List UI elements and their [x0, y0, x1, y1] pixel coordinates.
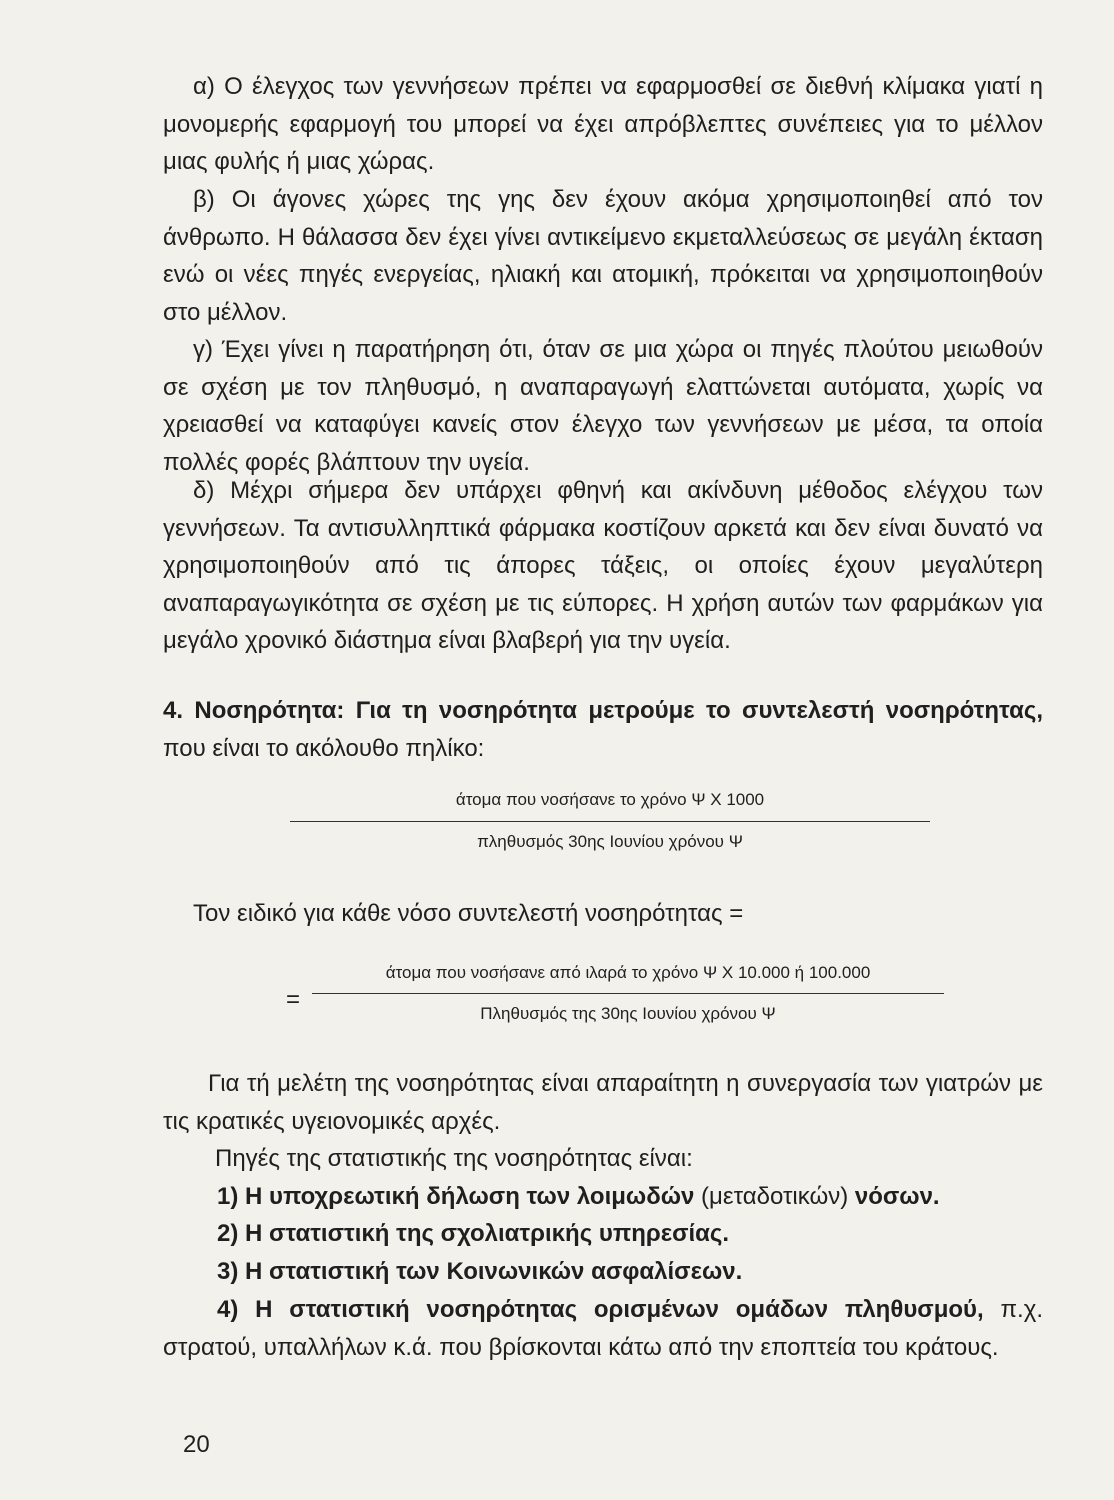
section-4-text: που είναι το ακόλουθο πηλίκο:: [163, 734, 485, 762]
formula-2-denominator: Πληθυσμός της 30ης Ιουνίου χρόνου Ψ: [480, 1004, 776, 1023]
source-item-4: 4) Η στατιστική νοσηρότητας ορισμένων ομάδων πληθυσμού, π.χ. στρατού, υπαλλήλων κ.ά. που βρίσκονται κάτω από την εποπτεία του κράτους.: [163, 1296, 1043, 1361]
source-item-3: 3) Η στατιστική των Κοινωνικών ασφαλίσεων.: [217, 1258, 743, 1285]
paragraph-delta: δ) Μέχρι σήμερα δεν υπάρχει φθηνή και ακίνδυνη μέθοδος ελέγχου των γεννήσεων. Τα αντισυλληπτικά φάρμακα κοστίζουν αρκετά και δεν είναι δυνατό να χρησιμοποιηθούν από τις άπορες τάξεις, οι οποίες έχουν μεγαλύτερη αναπαραγωγικότητα σε σχέση με τις εύπορες. Η χρήση αυτών των φαρμάκων για μεγάλο χρονικό διάστημα είναι βλαβερή για την υγεία.: [163, 477, 1043, 655]
paragraph-beta: β) Οι άγονες χώρες της γης δεν έχουν ακόμα χρησιμοποιηθεί από τον άνθρωπο. Η θάλασσα δεν έχει γίνει αντικείμενο εκμεταλλεύσεως σε μεγάλη έκταση ενώ οι νέες πηγές ενεργείας, ηλιακή και ατομική, πρόκειται να χρησιμοποιηθούν στο μέλλον.: [163, 186, 1043, 326]
paragraph-alpha: α) Ο έλεγχος των γεννήσεων πρέπει να εφαρμοσθεί σε διεθνή κλίμακα γιατί η μονομερής εφαρμογή του μπορεί να έχει απρόβλεπτες συνέπειες για το μέλλον μιας φυλής ή μιας χώρας.: [163, 73, 1043, 176]
study-cooperation-text: Για τή μελέτη της νοσηρότητας είναι απαραίτητη η συνεργασία των γιατρών με τις κρατικές υγειονομικές αρχές.: [163, 1070, 1043, 1135]
formula-1-numerator: άτομα που νοσήσανε το χρόνο Ψ Χ 1000: [455, 790, 765, 809]
section-4-morbidity: [163, 692, 1043, 767]
page-number: 20: [183, 1431, 210, 1458]
source-item-1: 1) Η υποχρεωτική δήλωση των λοιμωδών (μεταδοτικών) νόσων.: [217, 1183, 940, 1210]
source-item-2: 2) Η στατιστική της σχολιατρικής υπηρεσίας.: [217, 1220, 730, 1247]
formula-1-fraction-line: [290, 821, 930, 822]
formula-1-denominator: πληθυσμός 30ης Ιουνίου χρόνου Ψ: [477, 832, 743, 851]
specific-coefficient-intro: Τον ειδικό για κάθε νόσο συντελεστή νοσηρότητας =: [193, 900, 744, 927]
sources-intro: Πηγές της στατιστικής της νοσηρότητας είναι:: [215, 1145, 693, 1172]
formula-2-equals: =: [286, 986, 301, 1013]
section-4-heading: 4. Νοσηρότητα: Για τη νοσηρότητα μετρούμε το συντελεστή νοσηρότητας,: [163, 697, 1043, 724]
paragraph-gamma: γ) Έχει γίνει η παρατήρηση ότι, όταν σε μια χώρα οι πηγές πλούτου μειωθούν σε σχέση με τον πληθυσμό, η αναπαραγωγή ελαττώνεται αυτόματα, χωρίς να χρειασθεί να καταφύγει κανείς στον έλεγχο των γεννήσεων με μέσα, τα οποία πολλές φορές βλάπτουν την υγεία.: [163, 336, 1043, 476]
formula-2-numerator: άτομα που νοσήσανε από ιλαρά το χρόνο Ψ Χ 10.000 ή 100.000: [385, 963, 871, 982]
formula-2-fraction-line: [312, 993, 944, 994]
